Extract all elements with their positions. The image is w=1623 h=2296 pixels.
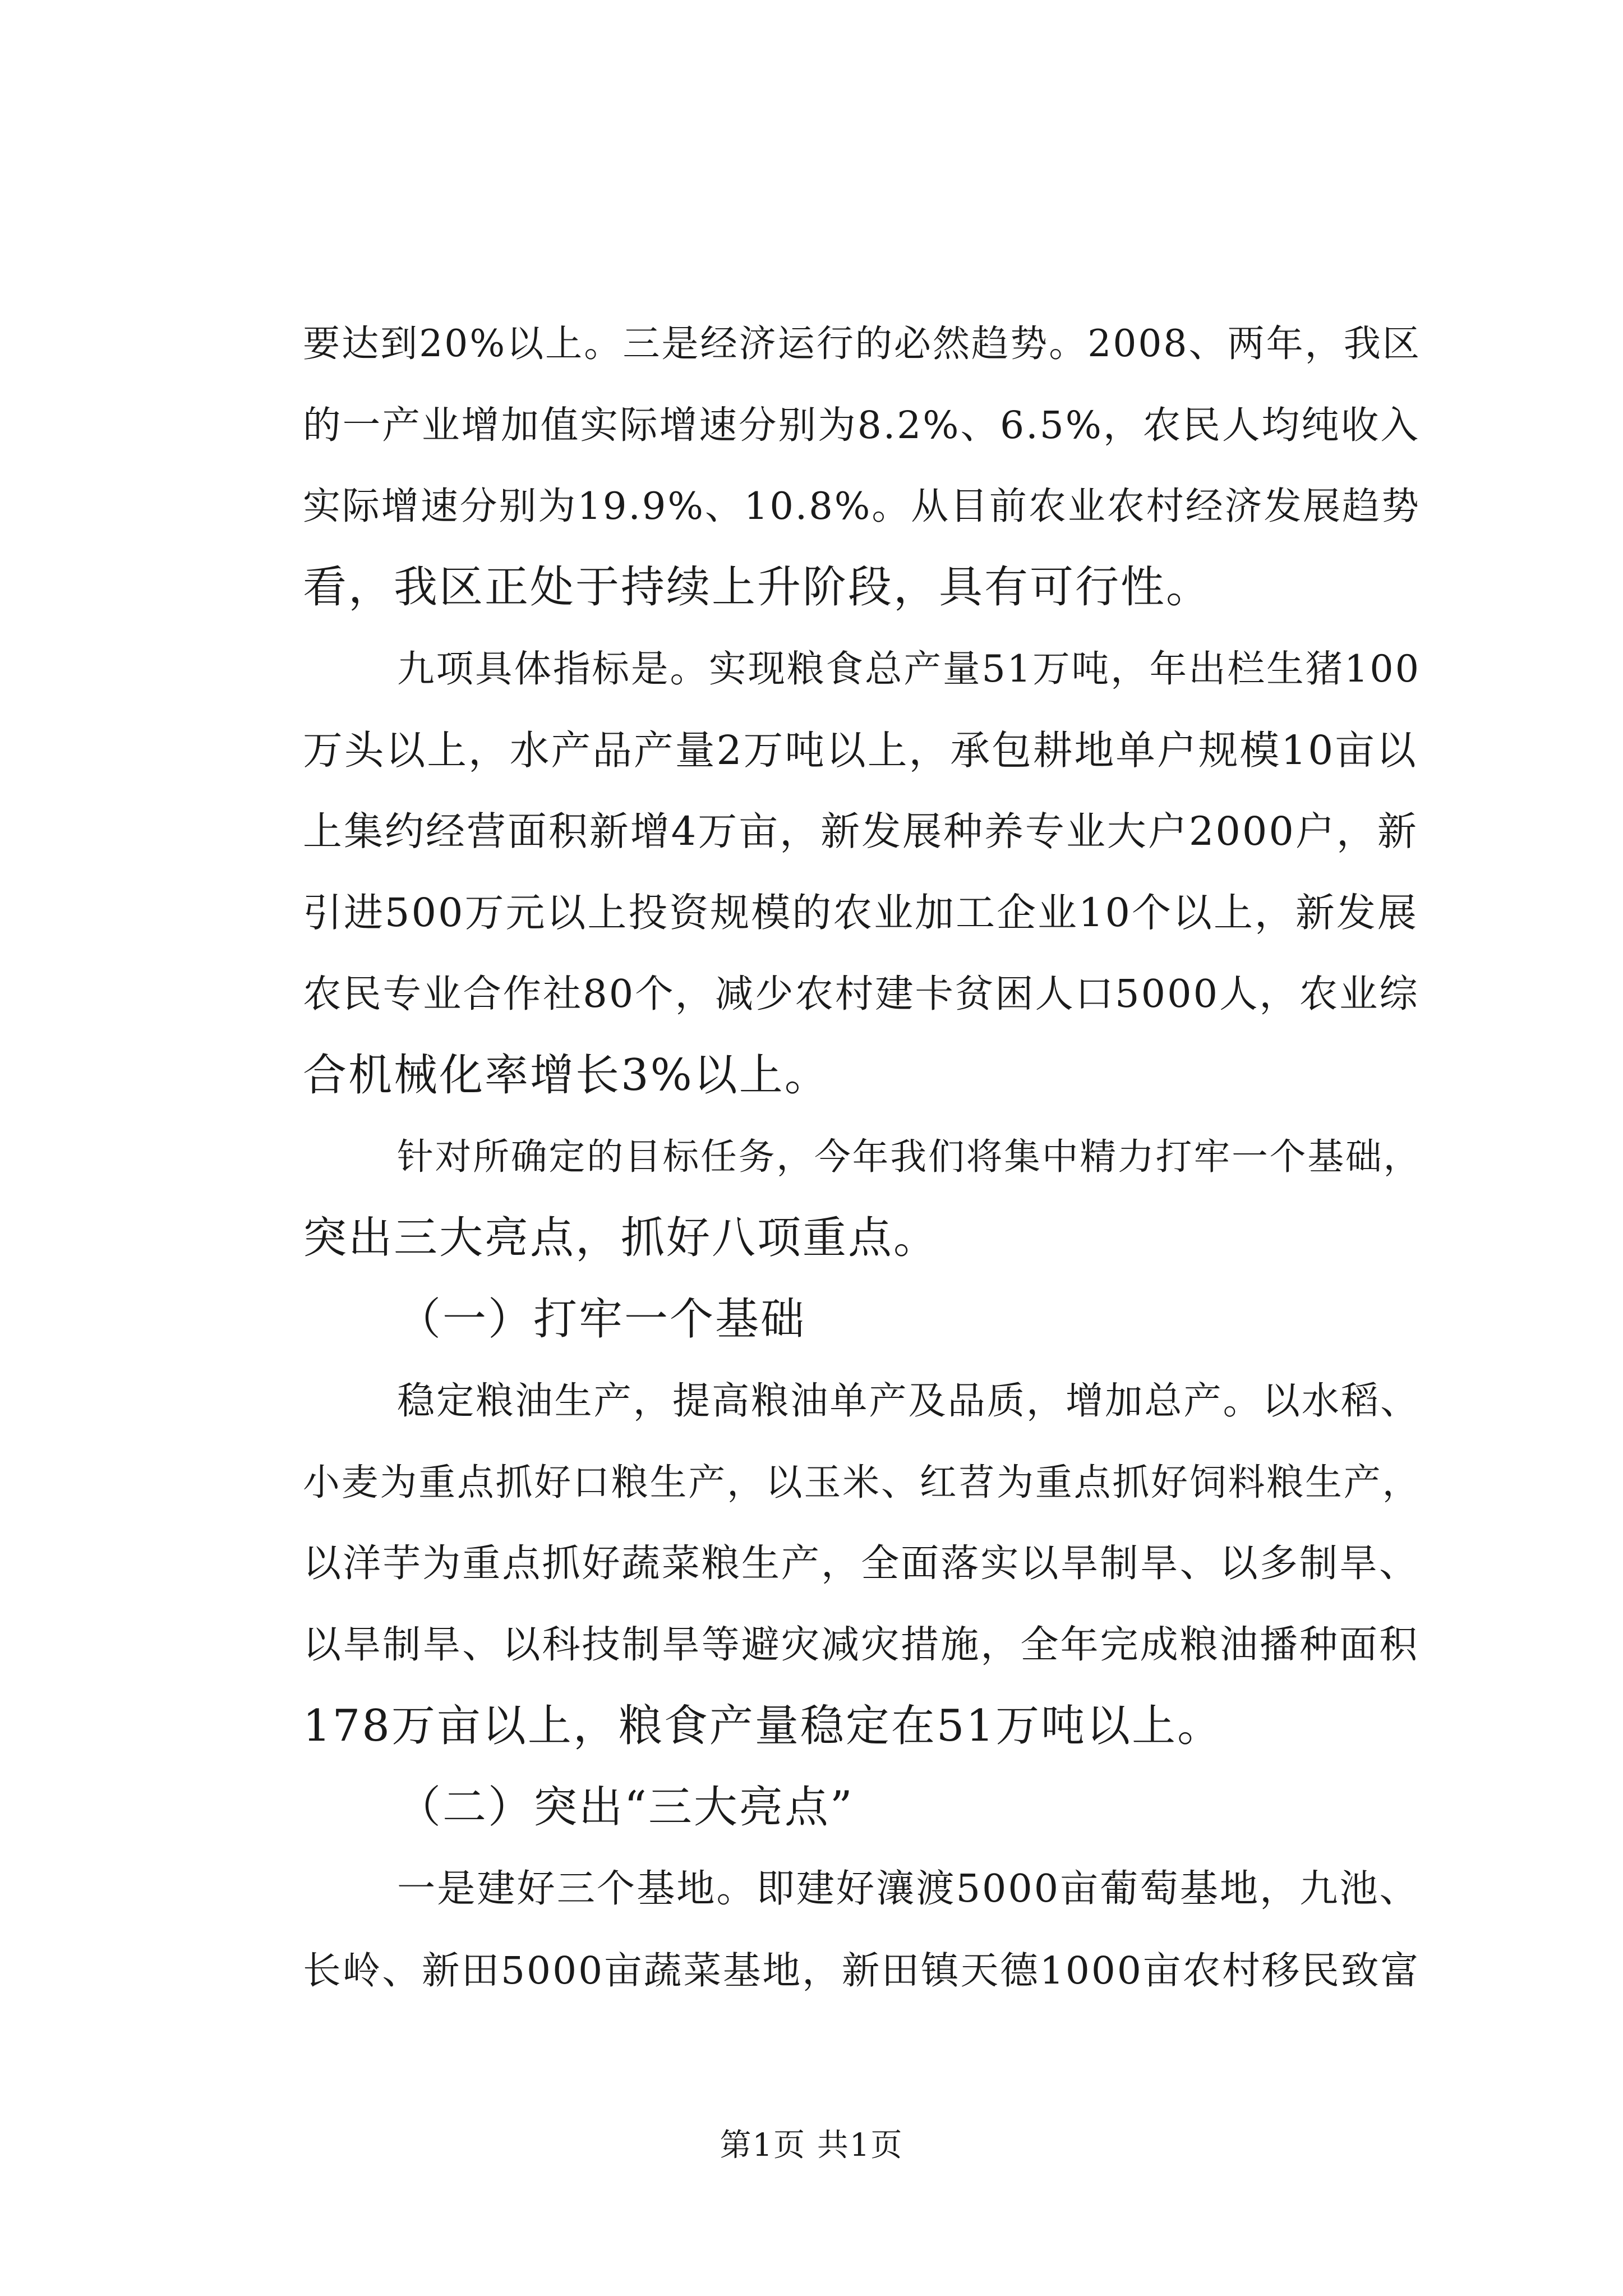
section-heading: （一）打牢一个基础 [397,1294,806,1345]
text-line: 合机械化率增长3%以上。 [303,1050,830,1101]
text-line: 178万亩以上，粮食产量稳定在51万吨以上。 [303,1701,1223,1751]
text-line: 看，我区正处于持续上升阶段，具有可行性。 [303,562,1212,613]
text-line: 上集约经营面积新增4万亩，新发展种养专业大户2000户，新 [303,808,1418,854]
page-number-label: 第1页 共1页 [720,2127,903,2164]
text-line: 的一产业增加值实际增速分别为8.2%、6.5%，农民人均纯收入 [303,403,1420,447]
text-line: 小麦为重点抓好口粮生产，以玉米、红苕为重点抓好饲料粮生产， [303,1461,1421,1504]
text-line: 引进500万元以上投资规模的农业加工企业10个以上，新发展 [303,890,1418,936]
text-line: 农民专业合作社80个，减少农村建卡贫困人口5000人，农业综 [303,972,1419,1016]
text-line: 以洋芋为重点抓好蔬菜粮生产，全面落实以旱制旱、以多制旱、 [303,1542,1419,1586]
section-heading: （二）突出“三大亮点” [397,1782,854,1833]
page-footer [0,2120,1623,2165]
paragraph-start-line: 九项具体指标是。实现粮食总产量51万吨，年出栏生猪100 [397,647,1421,691]
text-line: 长岭、新田5000亩蔬菜基地，新田镇天德1000亩农村移民致富 [303,1948,1421,1993]
document-body [303,303,1422,2011]
text-line: 要达到20%以上。三是经济运行的必然趋势。2008、两年，我区 [303,322,1421,365]
text-line: 实际增速分别为19.9%、10.8%。从目前农业农村经济发展趋势 [303,484,1421,528]
paragraph-start-line: 稳定粮油生产，提高粮油单产及品质，增加总产。以水稻、 [397,1379,1420,1423]
text-line: 以旱制旱、以科技制旱等避灾减灾措施，全年完成粮油播种面积 [303,1623,1419,1667]
paragraph-start-line: 一是建好三个基地。即建好瀼渡5000亩葡萄基地，九池、 [397,1867,1419,1911]
paragraph-start-line: 针对所确定的目标任务，今年我们将集中精力打牢一个基础， [397,1136,1422,1178]
text-line: 突出三大亮点，抓好八项重点。 [303,1213,939,1263]
text-line: 万头以上，水产品产量2万吨以上，承包耕地单户规模10亩以 [303,727,1418,774]
